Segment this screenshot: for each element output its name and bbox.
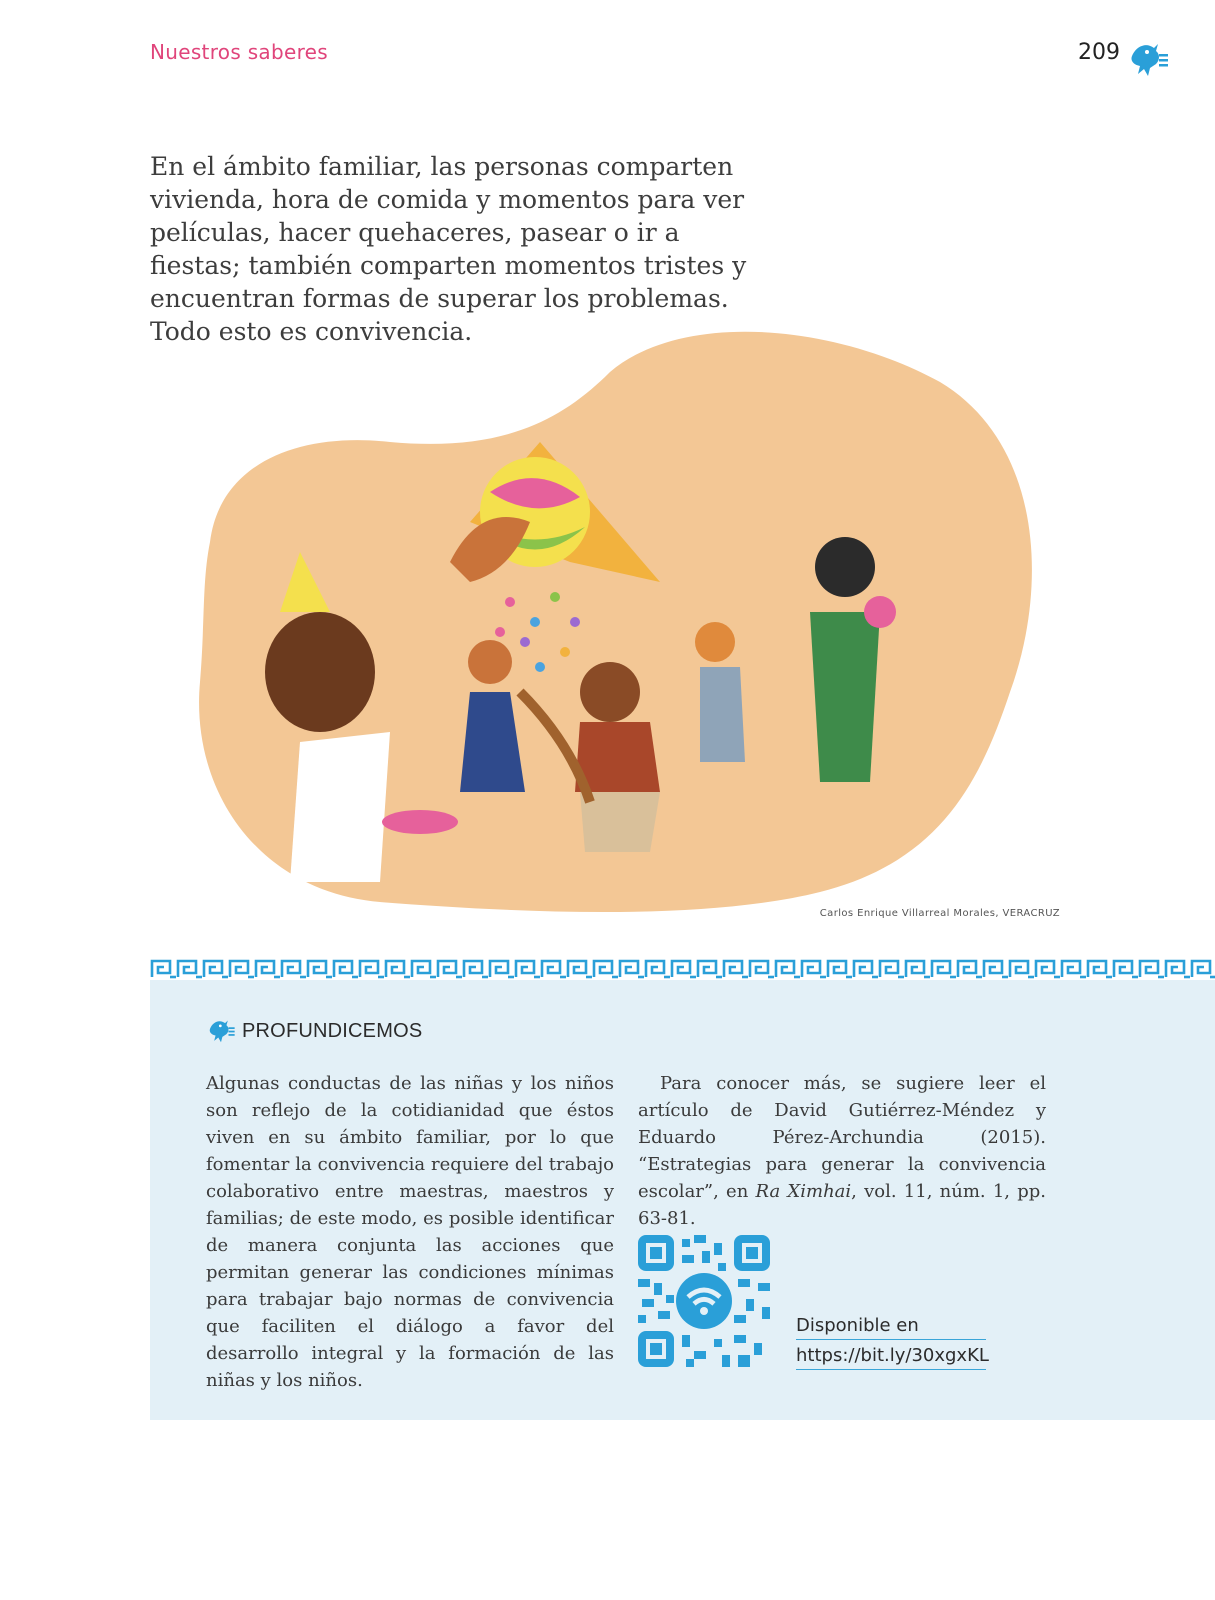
party-illustration xyxy=(180,322,1060,922)
journal-title: Ra Ximhai xyxy=(755,1181,852,1202)
profundicemos-box xyxy=(150,980,1215,1420)
hand-bird-icon xyxy=(206,1016,236,1044)
qr-code-icon[interactable] xyxy=(638,1235,770,1367)
profundicemos-title: PROFUNDICEMOS xyxy=(242,1020,423,1042)
page-number: 209 xyxy=(1078,40,1120,65)
greek-fret-border xyxy=(150,958,1215,980)
intro-paragraph: En el ámbito familiar, las personas comparten vivienda, hora de comida y momentos para ver películas, hacer quehaceres, pasear o ir a fiestas; también comparten momentos tristes y encuentran formas de superar los problemas. Todo esto es convivencia. xyxy=(150,152,747,346)
profundicemos-right-text xyxy=(638,1070,1046,1232)
right-text-after: , vol. 11, núm. 1, pp. 63-81. xyxy=(638,1181,1047,1229)
section-title: Nuestros saberes xyxy=(150,40,328,64)
profundicemos-left-text: Algunas conductas de las niñas y los niños son reflejo de la cotidianidad que éstos viven en su ámbito familiar, por lo que fomentar la convivencia requiere del trabajo colaborativo entre maestras, maestros y familias; de este modo, es posible identificar de manera conjunta las acciones que permitan generar las condiciones mínimas para trabajar bajo normas de convivencia que faciliten el diálogo a favor del desarrollo integral y la formación de las niñas y los niños. xyxy=(206,1073,614,1391)
available-label: Disponible en xyxy=(796,1315,986,1340)
article-link[interactable]: https://bit.ly/30xgxKL xyxy=(796,1345,986,1370)
illustration-credit: Carlos Enrique Villarreal Morales, VERACRUZ xyxy=(819,908,1060,919)
hand-bird-logo-icon xyxy=(1126,38,1170,78)
right-text-before: Para conocer más, se sugiere leer el artículo de David Gutiérrez-Méndez y Eduardo Pérez-Archundia (2015). “Estrategias para generar la convivencia escolar”, en xyxy=(638,1073,1046,1202)
